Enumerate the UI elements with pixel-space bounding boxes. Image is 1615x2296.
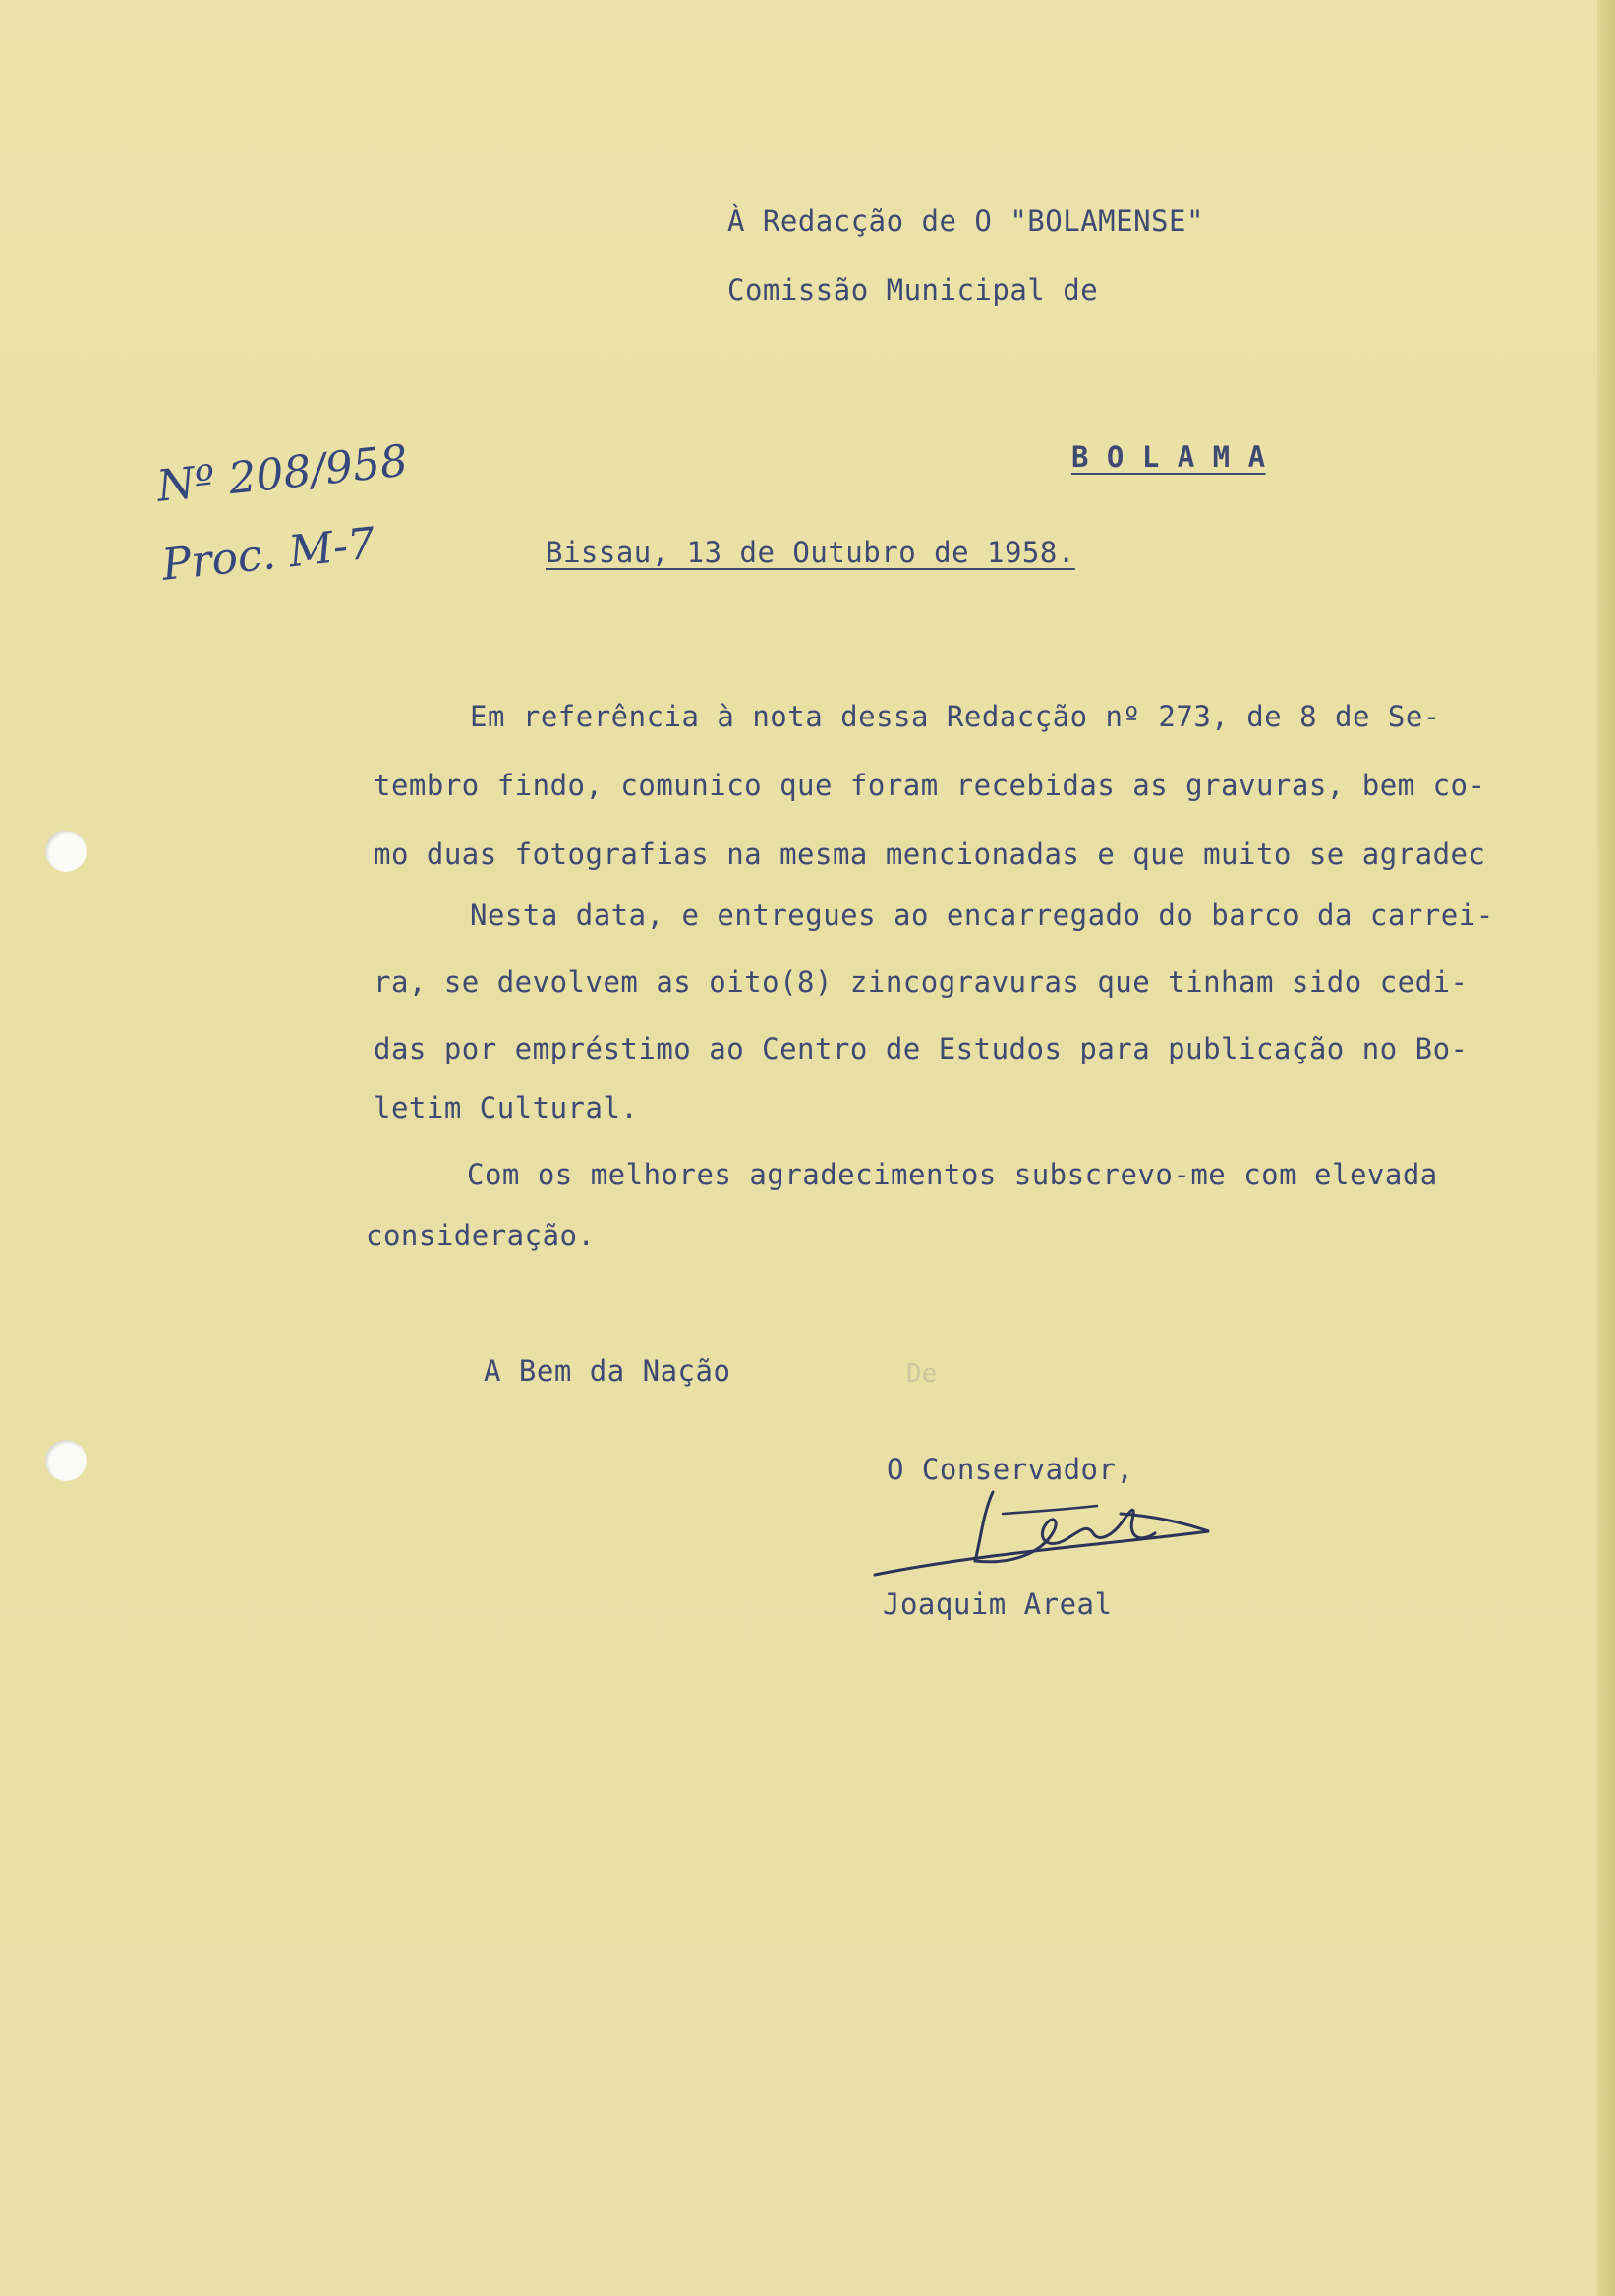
body-line: Em referência à nota dessa Redacção nº 273, de 8 de Se- <box>470 700 1441 733</box>
handwritten-reference-number: Nº 208/958 <box>154 435 411 512</box>
punch-hole-top <box>45 831 87 872</box>
faint-mark: De <box>906 1359 938 1389</box>
paper-edge <box>1597 0 1615 2296</box>
punch-hole-bottom <box>45 1440 87 1481</box>
body-line: consideração. <box>366 1219 596 1252</box>
address-line-1: À Redacção de O "BOLAMENSE" <box>727 204 1204 238</box>
body-line: ra, se devolvem as oito(8) zincogravuras que tinham sido cedi- <box>374 965 1469 999</box>
body-line: tembro findo, comunico que foram recebidas as gravuras, bem co- <box>374 769 1486 802</box>
address-city: B O L A M A <box>1071 440 1266 474</box>
body-line: Nesta data, e entregues ao encarregado do barco da carrei- <box>470 898 1494 932</box>
handwritten-process-code: Proc. M-7 <box>159 518 378 591</box>
signatory-title: O Conservador, <box>887 1453 1134 1486</box>
date-line: Bissau, 13 de Outubro de 1958. <box>546 536 1075 569</box>
body-line: mo duas fotografias na mesma mencionadas e que muito se agradec <box>374 837 1486 871</box>
address-line-2: Comissão Municipal de <box>727 273 1099 307</box>
handwritten-signature <box>865 1484 1219 1592</box>
body-line: Com os melhores agradecimentos subscrevo-me com elevada <box>467 1158 1438 1191</box>
closing-salutation: A Bem da Nação <box>484 1354 731 1388</box>
body-line: letim Cultural. <box>374 1091 639 1124</box>
signatory-name: Joaquim Areal <box>883 1587 1113 1621</box>
body-line: das por empréstimo ao Centro de Estudos para publicação no Bo- <box>374 1032 1469 1065</box>
